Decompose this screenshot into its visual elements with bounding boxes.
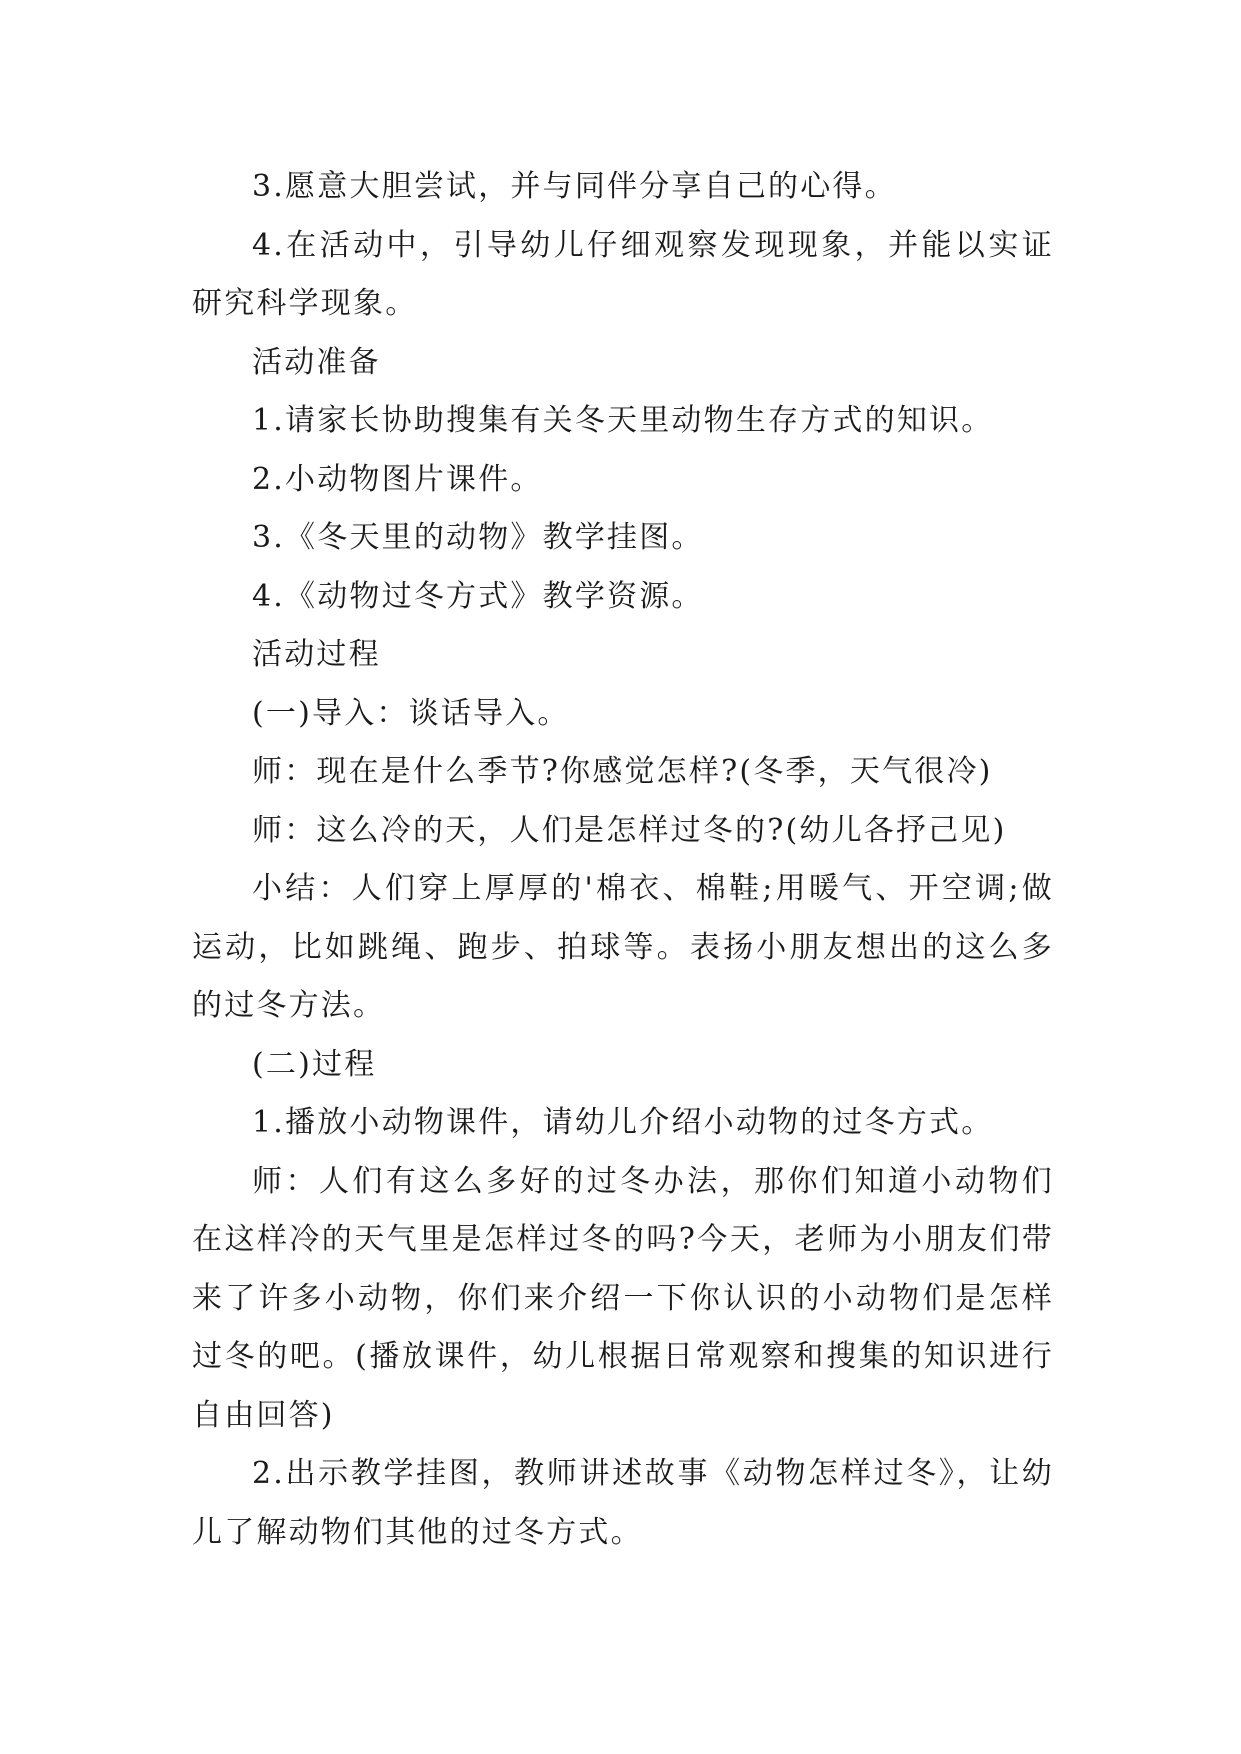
paragraph: (一)导入：谈话导入。 [252, 695, 570, 731]
paragraph: 3.《冬天里的动物》教学挂图。 [252, 520, 704, 555]
paragraph: 4.《动物过冬方式》教学资源。 [252, 578, 704, 614]
section-heading: 活动准备 [252, 344, 381, 380]
paragraph: 2.小动物图片课件。 [252, 461, 543, 497]
paragraph: 4.在活动中，引导幼儿仔细观察发现现象，并能以实证研究科学现象。 [192, 227, 1054, 321]
paragraph: 1.请家长协助搜集有关冬天里动物生存方式的知识。 [252, 403, 994, 438]
paragraph: 2.出示教学挂图，教师讲述故事《动物怎样过冬》，让幼儿了解动物们其他的过冬方式。 [192, 1456, 1054, 1550]
paragraph: 师：现在是什么季节?你感觉怎样?(冬季，天气很冷) [252, 754, 993, 789]
paragraph: 小结：人们穿上厚厚的'棉衣、棉鞋;用暖气、开空调;做运动，比如跳绳、跑步、拍球等。表扬小朋友想出的这么多的过冬方法。 [192, 871, 1054, 1023]
paragraph: 1.播放小动物课件，请幼儿介绍小动物的过冬方式。 [252, 1105, 994, 1140]
paragraph: 师：这么冷的天，人们是怎样过冬的?(幼儿各抒己见) [252, 812, 1007, 848]
paragraph: 师：人们有这么多好的过冬办法，那你们知道小动物们在这样冷的天气里是怎样过冬的吗?今天，老师为小朋友们带来了许多小动物，你们来介绍一下你认识的小动物们是怎样过冬的吧。(播放课件，幼儿根据日常观察和搜集的知识进行自由回答) [192, 1163, 1054, 1433]
section-heading: 活动过程 [252, 637, 381, 672]
paragraph: 3.愿意大胆尝试，并与同伴分享自己的心得。 [252, 169, 897, 204]
document-body [192, 158, 1054, 1562]
section-heading: (二)过程 [252, 1046, 377, 1082]
